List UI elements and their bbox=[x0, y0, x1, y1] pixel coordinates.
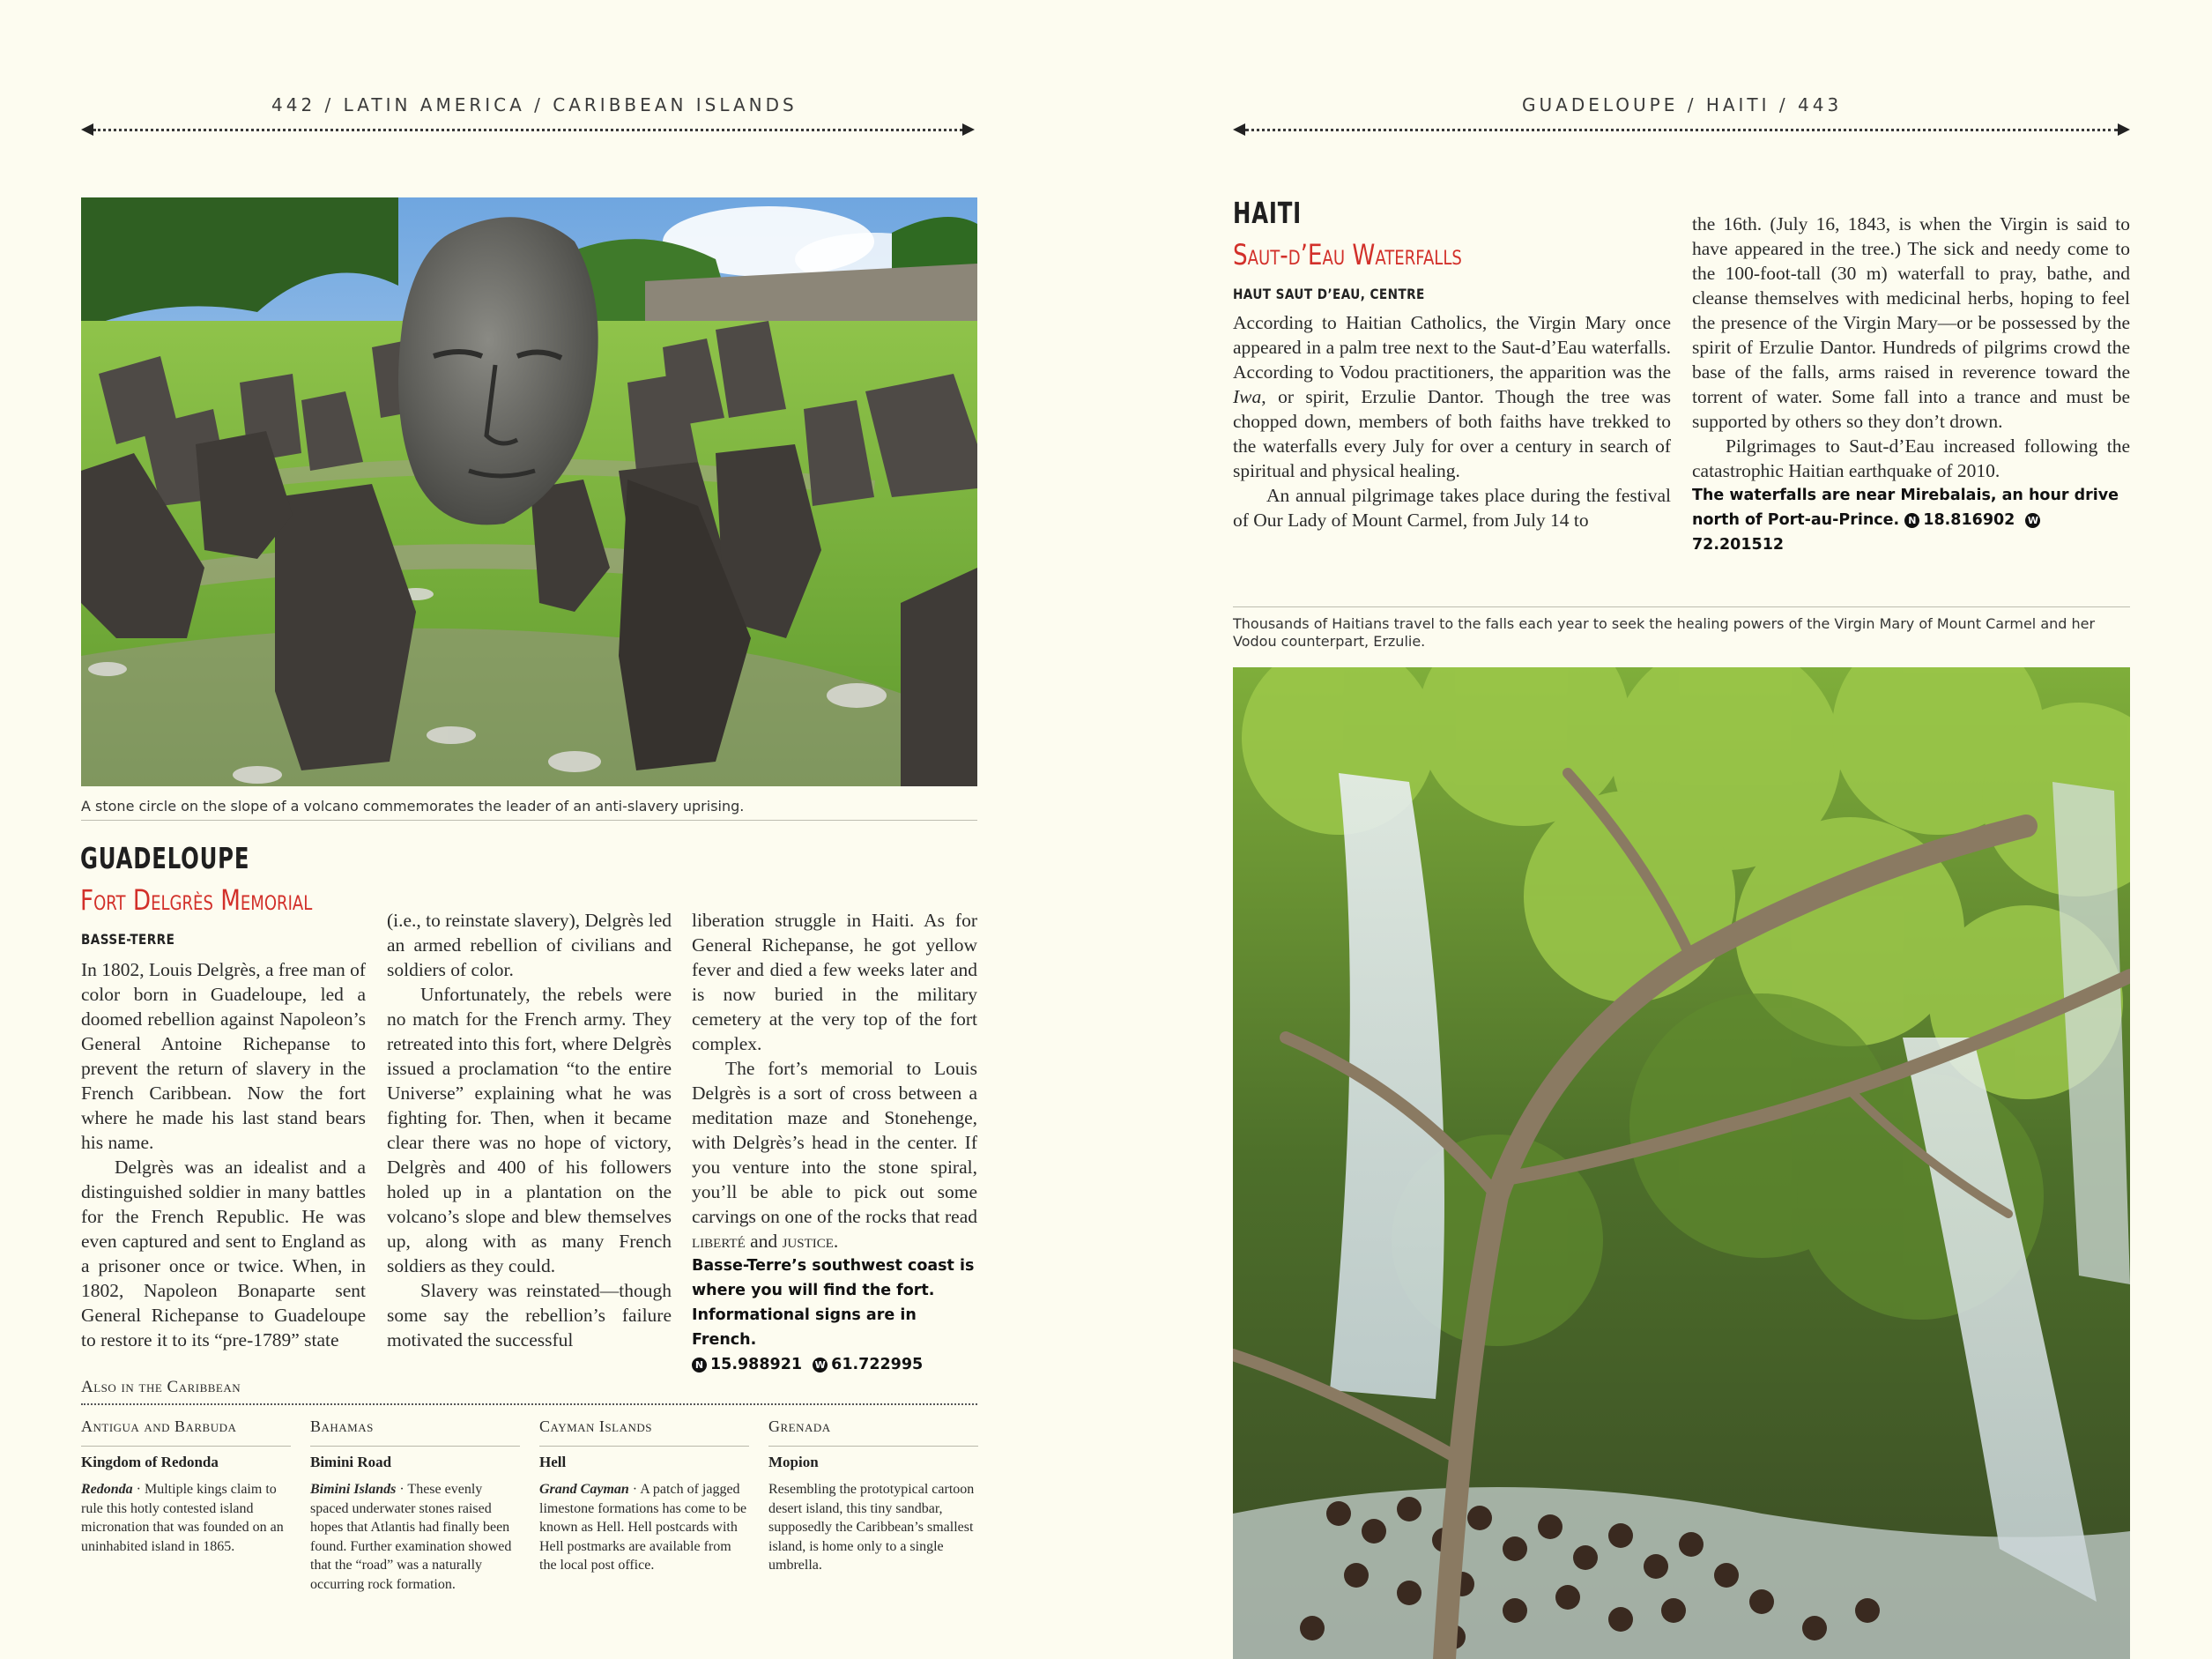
north-coordinate-icon: N bbox=[1904, 513, 1919, 528]
paragraph: Unfortunately, the rebels were no match for the French army. They retreated into this fort, where Delgrès issued a proclamation “to the entire Universe” explaining what he was fighting for. Then, when it became clear there was no hope of victory, Delgrès and 400 of his followers holed up in a plantation on the volcano’s slope and blew themselves up, along with as many French soldiers as they could. bbox=[387, 984, 672, 1276]
also-item-site: Hell bbox=[539, 1454, 567, 1470]
carved-word-justice: justice bbox=[782, 1231, 834, 1252]
also-item-body: Grand Cayman · A patch of jagged limestone formations has come to be known as Hell. Hell postcards with Hell postmarks are available from the local post office. bbox=[539, 1482, 747, 1573]
running-head-left: 442 / LATIN AMERICA / CARIBBEAN ISLANDS bbox=[271, 94, 798, 115]
photo-caption: A stone circle on the slope of a volcano commemorates the leader of an anti-slavery uprising. bbox=[81, 798, 745, 815]
paragraph: The fort’s memorial to Louis Delgrès is a sort of cross between a meditation maze and Stonehenge, with Delgrès’s head in the center. If you venture into the stone spiral, you’ll be able to pick out some carvings on one of the rocks that read liberté and justice. bbox=[692, 1058, 977, 1252]
coordinate-north: 18.816902 bbox=[1923, 511, 2015, 529]
paragraph: (i.e., to reinstate slavery), Delgrès led an armed rebellion of civilians and soldiers of color. bbox=[387, 910, 672, 980]
coordinate-west: 61.722995 bbox=[831, 1356, 924, 1373]
north-coordinate-icon: N bbox=[692, 1358, 707, 1373]
coordinate-west: 72.201512 bbox=[1692, 536, 1785, 554]
visitor-info: Basse-Terre’s southwest coast is where you will find the fort. Informational signs are in French. N 15.988921 W 61.722995 bbox=[692, 1257, 975, 1373]
paragraph: In 1802, Louis Delgrès, a free man of color born in Guadeloupe, led a doomed rebellion against Napoleon’s General Antoine Richepanse to prevent the return of slavery in the French Caribbean. Now the fort where he made his last stand bears his name. bbox=[81, 959, 366, 1153]
site-heading: Saut-d’Eau Waterfalls bbox=[1233, 238, 1462, 272]
also-item bbox=[768, 1417, 978, 1575]
coordinate-north: 15.988921 bbox=[710, 1356, 803, 1373]
carved-word-liberte: liberté bbox=[692, 1231, 746, 1252]
paragraph: Slavery was reinstated—though some say the rebellion’s failure motivated the successful bbox=[387, 1280, 672, 1350]
also-item bbox=[539, 1417, 749, 1575]
running-head-rule-left bbox=[81, 126, 975, 133]
site-heading: Fort Delgrès Memorial bbox=[80, 883, 313, 917]
also-item-site: Kingdom of Redonda bbox=[81, 1454, 219, 1470]
also-item-body: Resembling the prototypical cartoon desert island, this tiny sandbar, supposedly the Caribbean’s smallest island, is home only to a single umbrella. bbox=[768, 1482, 975, 1573]
location-label: BASSE-TERRE bbox=[81, 931, 175, 948]
stone-circle-photo bbox=[81, 197, 977, 786]
paragraph: An annual pilgrimage takes place during the festival of Our Lady of Mount Carmel, from July 14 to bbox=[1233, 485, 1671, 531]
also-item-site: Mopion bbox=[768, 1454, 819, 1470]
also-item bbox=[310, 1417, 520, 1594]
also-item bbox=[81, 1417, 291, 1556]
also-item-region: Antigua and Barbuda bbox=[81, 1417, 237, 1435]
paragraph: Delgrès was an idealist and a distinguished soldier in many battles for the French Republic. He was even captured and sent to England as a prisoner once or twice. When, in 1802, Napoleon Bonaparte sent General Richepanse to Guadeloupe to restore it to its “pre-1789” state bbox=[81, 1157, 366, 1350]
visitor-info: The waterfalls are near Mirebalais, an hour drive north of Port-au-Prince. N 18.816902 W72.201512 bbox=[1692, 487, 2119, 554]
also-item-body: Redonda · Multiple kings claim to rule this hotly contested island micronation that was founded on an uninhabited island in 1865. bbox=[81, 1482, 284, 1554]
west-coordinate-icon: W bbox=[2025, 513, 2040, 528]
location-label: HAUT SAUT D’EAU, CENTRE bbox=[1233, 286, 1425, 302]
also-in-heading: Also in the Caribbean bbox=[81, 1378, 241, 1396]
also-item-body: Bimini Islands · These evenly spaced underwater stones raised hopes that Atlantis had finally been found. Further examination showed that the “road” was a naturally occurring rock formation. bbox=[310, 1482, 512, 1592]
paragraph: liberation struggle in Haiti. As for General Richepanse, he got yellow fever and died a few weeks later and is now buried in the military cemetery at the very top of the fort complex. bbox=[692, 910, 977, 1054]
running-head-right: GUADELOUPE / HAITI / 443 bbox=[1522, 94, 1843, 115]
paragraph: According to Haitian Catholics, the Virgin Mary once appeared in a palm tree next to the Saut-d’Eau waterfalls. According to Vodou practitioners, the apparition was the Iwa, or spirit, Erzulie Dantor. Though the tree was chopped down, members of both faiths have trekked to the waterfalls every July for over a century in search of spiritual and physical healing. bbox=[1233, 312, 1671, 481]
waterfall-photo bbox=[1233, 667, 2130, 1659]
also-in-rule bbox=[81, 1403, 977, 1405]
paragraph: the 16th. (July 16, 1843, is when the Virgin is said to have appeared in the tree.) The sick and needy come to the 100-foot-tall (30 m) waterfall to pray, bathe, and cleanse themselves with medicinal herbs, hoping to feel the presence of the Virgin Mary—or be possessed by the spirit of Erzulie Dantor. Hundreds of pilgrims crowd the base of the falls, arms raised in reverence toward the torrent of water. Some fall into a trance and must be supported by others so they don’t drown. bbox=[1692, 213, 2130, 432]
text-column-1 bbox=[1233, 310, 1671, 532]
caption-rule bbox=[1233, 606, 2130, 607]
text-column-2 bbox=[1692, 212, 2130, 557]
also-item-region: Grenada bbox=[768, 1417, 831, 1435]
country-heading: GUADELOUPE bbox=[80, 841, 250, 875]
also-item-region: Bahamas bbox=[310, 1417, 374, 1435]
photo-caption: Thousands of Haitians travel to the falls each year to seek the healing powers of the Virgin Mary of Mount Carmel and her Vodou counterpart, Erzulie. bbox=[1233, 615, 2096, 650]
running-head-rule-right bbox=[1233, 126, 2130, 133]
also-item-region: Cayman Islands bbox=[539, 1417, 652, 1435]
country-heading: HAITI bbox=[1233, 196, 1303, 230]
text-column-3 bbox=[692, 908, 977, 1377]
also-item-site: Bimini Road bbox=[310, 1454, 392, 1470]
text-column-1 bbox=[81, 957, 366, 1352]
west-coordinate-icon: W bbox=[813, 1358, 828, 1373]
text-column-2 bbox=[387, 908, 672, 1352]
caption-rule bbox=[81, 820, 977, 821]
paragraph: Pilgrimages to Saut-d’Eau increased following the catastrophic Haitian earthquake of 2010. bbox=[1692, 435, 2130, 481]
